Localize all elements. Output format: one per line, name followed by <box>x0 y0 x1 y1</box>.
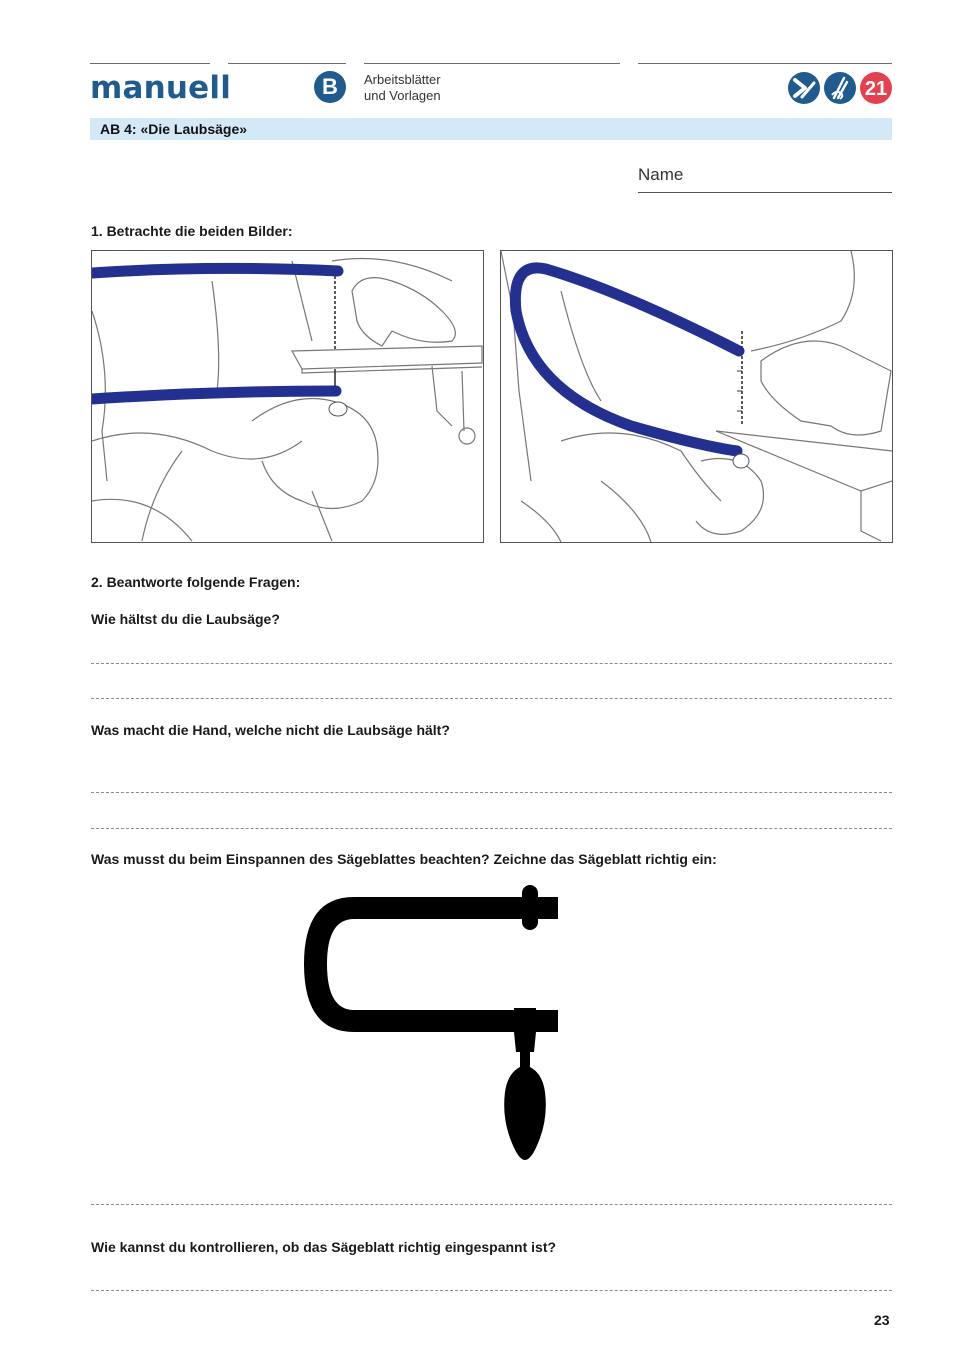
answer-line[interactable] <box>91 698 892 699</box>
header-rule-3 <box>364 63 620 64</box>
question-3: Was musst du beim Einspannen des Sägeblattes beachten? Zeichne das Sägeblatt richtig ein: <box>91 851 717 867</box>
number-21-badge-icon <box>860 72 892 104</box>
answer-line[interactable] <box>91 1204 892 1205</box>
answer-line[interactable] <box>91 1290 892 1291</box>
page-number: 23 <box>874 1312 890 1328</box>
subtitle-line-1: Arbeitsblätter <box>364 72 441 87</box>
question-4: Wie kannst du kontrollieren, ob das Sägeblatt richtig eingespannt ist? <box>91 1239 557 1255</box>
fret-saw-drawing-area[interactable] <box>296 880 566 1165</box>
name-input-line[interactable] <box>638 192 892 193</box>
section2-heading: 2. Beantworte folgende Fragen: <box>91 574 301 590</box>
fret-saw-frame <box>304 885 558 1160</box>
worksheet-title: AB 4: «Die Laubsäge» <box>100 121 248 137</box>
logo-number: 21 <box>864 78 888 100</box>
question-1: Wie hältst du die Laubsäge? <box>91 611 280 627</box>
subtitle-line-2: und Vorlagen <box>364 88 441 103</box>
illustration-sawing-side <box>500 250 893 543</box>
answer-line[interactable] <box>91 663 892 664</box>
illustration-sawing-front <box>91 250 484 543</box>
header-rule-1 <box>90 63 210 64</box>
arrow-chevron-icon <box>788 72 820 104</box>
question-2: Was macht die Hand, welche nicht die Laubsäge hält? <box>91 722 450 738</box>
section1-heading: 1. Betrachte die beiden Bilder: <box>91 223 293 239</box>
answer-line[interactable] <box>91 828 892 829</box>
pencil-hand-icon <box>824 72 856 104</box>
header-subtitle <box>364 72 441 104</box>
name-label: Name <box>638 165 684 184</box>
answer-line[interactable] <box>91 792 892 793</box>
section-badge: B <box>314 71 346 103</box>
series-icons <box>788 71 892 105</box>
brand-logo: manuell <box>90 70 232 106</box>
header-rule-4 <box>638 63 892 64</box>
header-rule-2 <box>228 63 346 64</box>
